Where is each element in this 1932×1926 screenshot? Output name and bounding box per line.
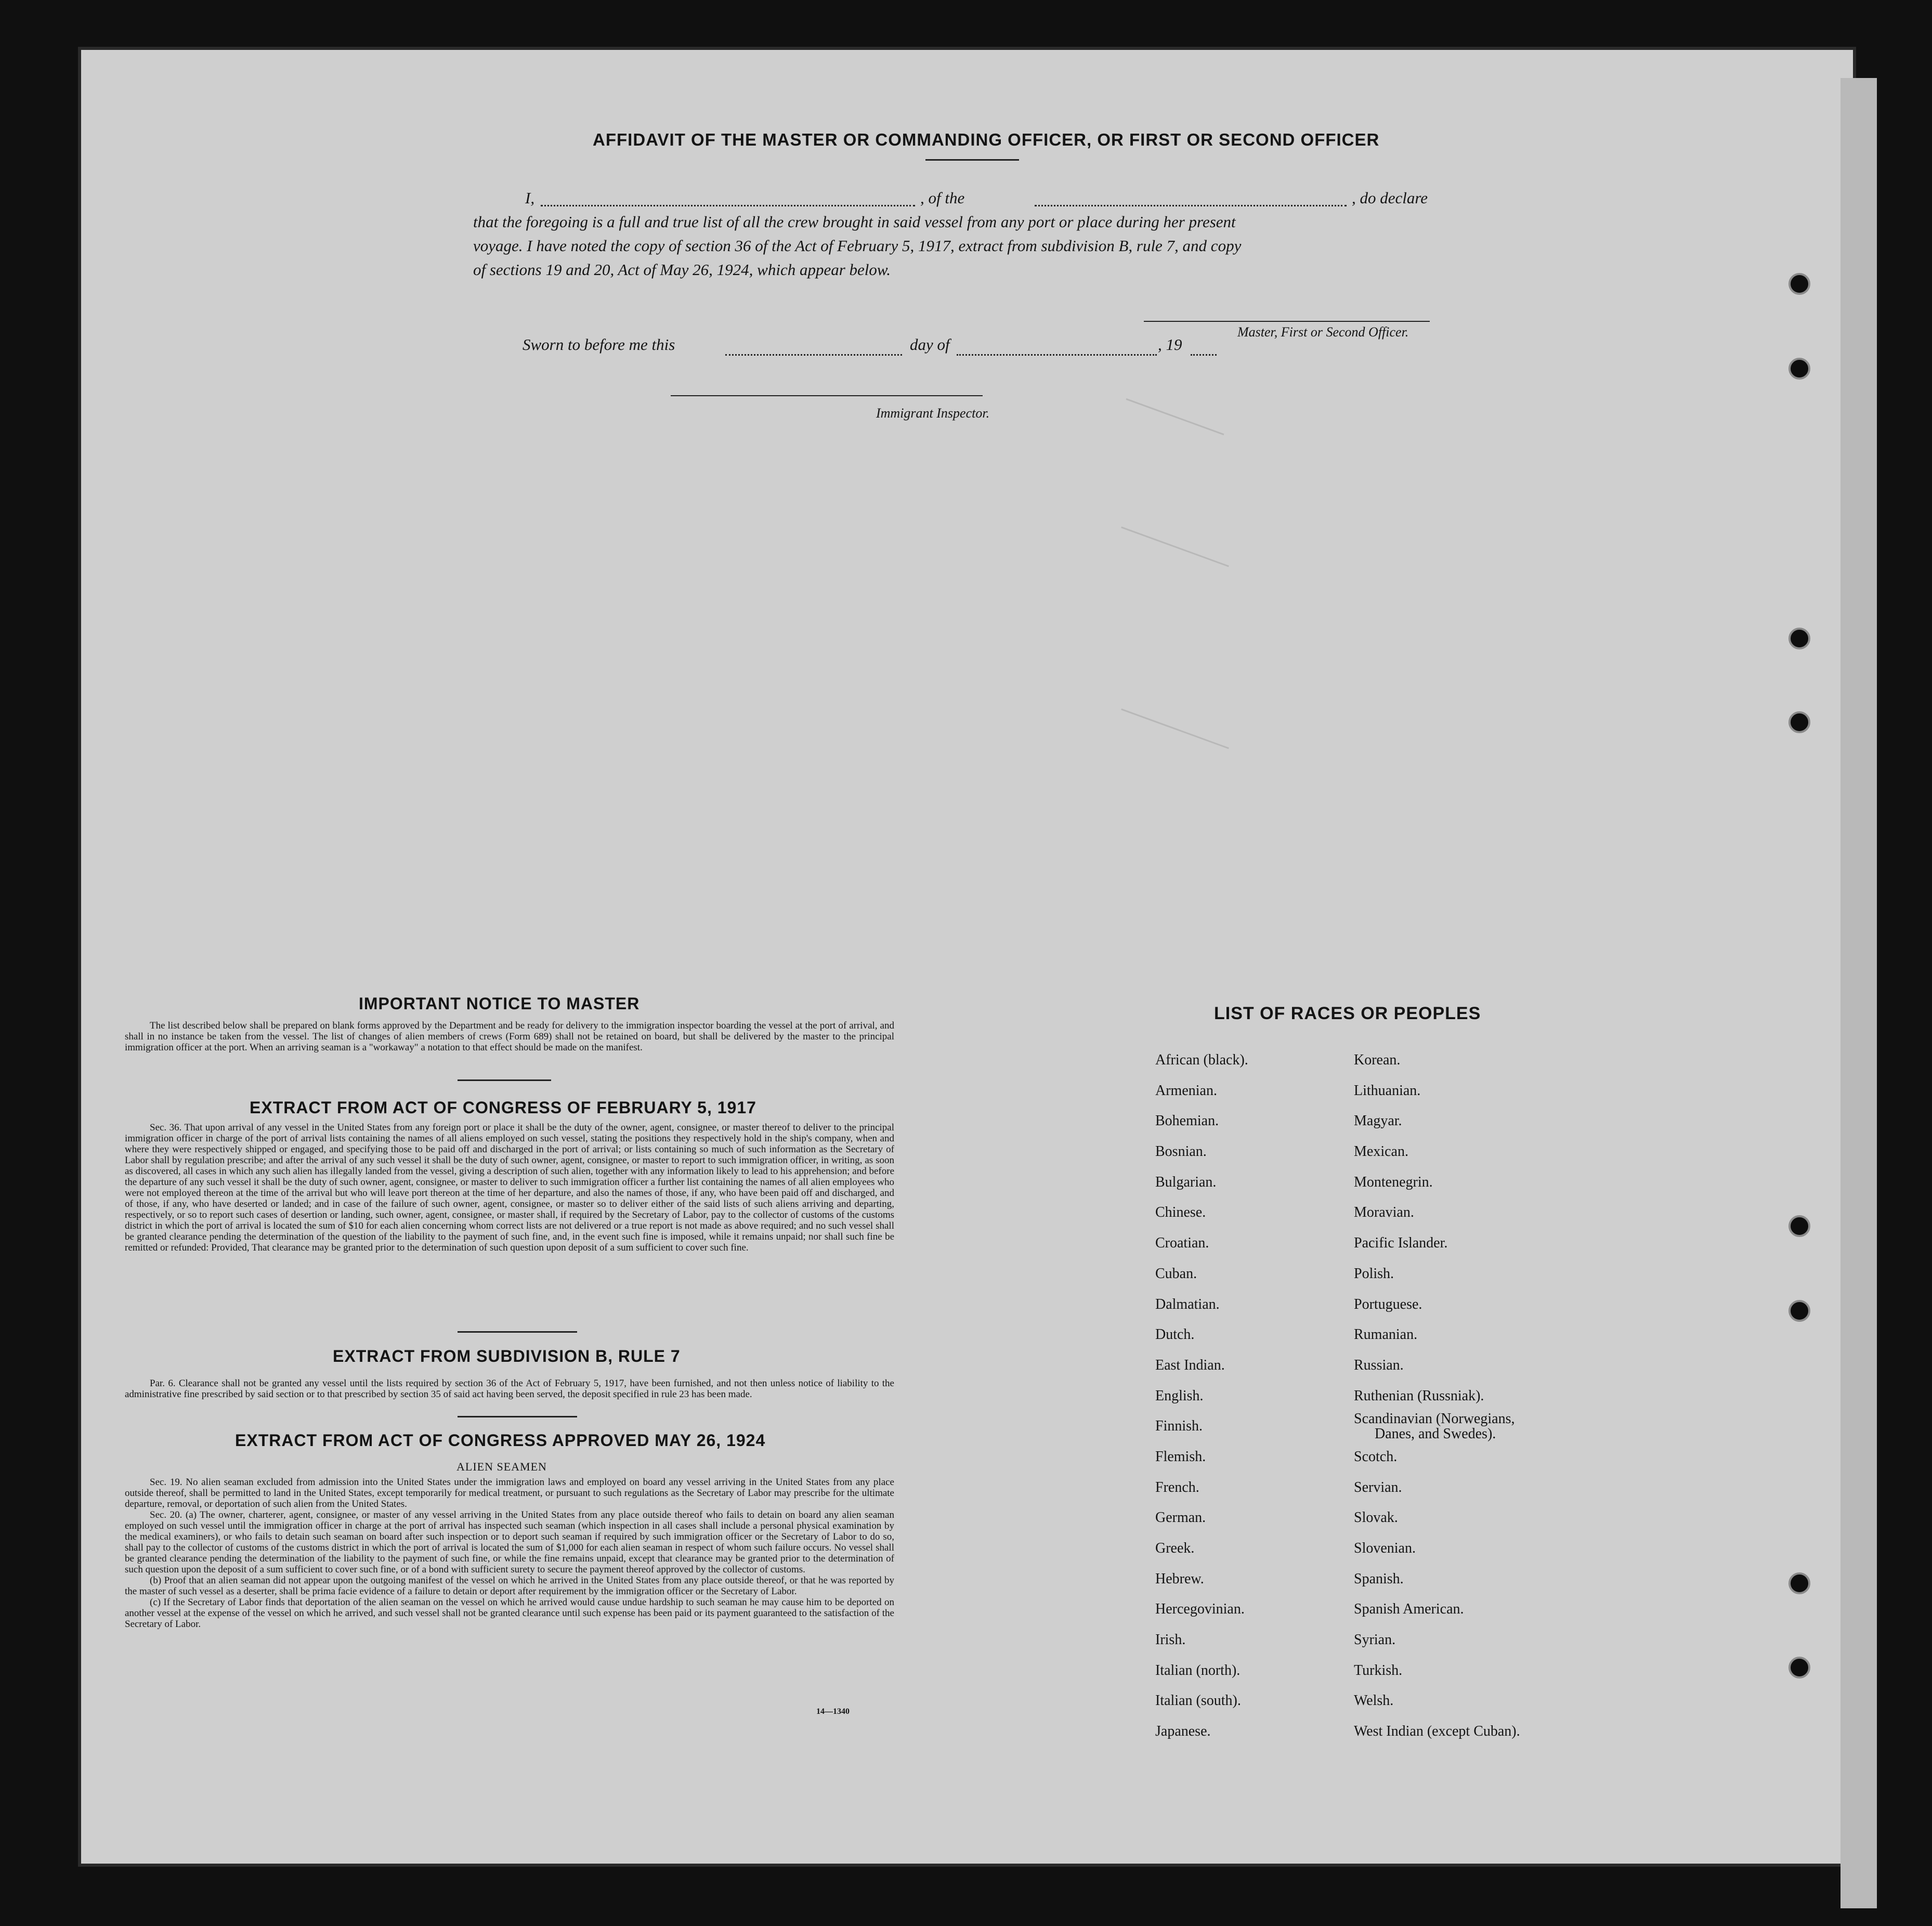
affidavit-declaration [473, 186, 1466, 282]
race-item: Scotch. [1354, 1448, 1398, 1465]
punch-hole [1789, 711, 1810, 733]
races-left-column [1155, 1045, 1248, 1747]
section-19: Sec. 19. No alien seaman excluded from admission into the United States under the immigration laws and employed on board any vessel arriving in the United States from any place outside thereof, shall be permitted to land in the United States, except temporarily for medical treatment, or pursuant to such regulations as the Secretary of Labor may prescribe for the ultimate departure, removal, or deportation of such alien from the United States. [125, 1477, 894, 1509]
race-item: Turkish. [1354, 1662, 1403, 1678]
punch-hole [1789, 273, 1810, 295]
sworn-day-field[interactable] [725, 354, 902, 356]
day-of-label: day of [910, 335, 950, 354]
sheet-edge [1840, 78, 1877, 1908]
race-item: Armenian. [1155, 1082, 1217, 1099]
race-item: African (black). [1155, 1052, 1248, 1068]
race-item: Servian. [1354, 1479, 1402, 1495]
extract-rule7-title: EXTRACT FROM SUBDIVISION B, RULE 7 [333, 1347, 681, 1365]
races-title: LIST OF RACES OR PEOPLES [1214, 1004, 1481, 1023]
master-signature-label: Master, First or Second Officer. [1237, 324, 1409, 340]
races-right-column [1354, 1045, 1520, 1747]
race-item: Dutch. [1155, 1326, 1195, 1343]
punch-hole [1789, 1657, 1810, 1678]
section-20c: (c) If the Secretary of Labor finds that deportation of the alien seaman on the vessel on which he arrived would cause undue hardship to such seaman he may cause him to be deported on another vessel at the expense of the vessel on which he arrived, and such vessel shall not be granted clearance until such expense has been paid or its payment guaranteed to the satisfaction of the Secretary of Labor. [125, 1597, 894, 1630]
race-item: Dalmatian. [1155, 1296, 1220, 1312]
race-item: French. [1155, 1479, 1199, 1495]
declaration-line-2: that the foregoing is a full and true list of all the crew brought in said vessel from any port or place during her present [473, 213, 1236, 231]
divider [458, 1079, 551, 1081]
race-item: Bosnian. [1155, 1143, 1207, 1160]
year-label: , 19 [1158, 335, 1182, 354]
race-item: Bohemian. [1155, 1113, 1219, 1129]
alien-seamen-subtitle: ALIEN SEAMEN [456, 1460, 547, 1473]
race-item: Italian (south). [1155, 1693, 1241, 1709]
sworn-label: Sworn to before me this [523, 335, 675, 354]
race-item: West Indian (except Cuban). [1354, 1723, 1520, 1740]
extract-1917-text: Sec. 36. That upon arrival of any vessel in the United States from any foreign port or place it shall be the duty of the owner, agent, consignee, or master thereof to deliver to the principal immigration officer in charge of the port of arrival lists containing the names of all aliens employed on such vessel, stating the positions they respectively hold in the ship's company, when and where they were respectively shipped or engaged, and specifying those to be paid off and discharged in the port of arrival; or lists containing so much of such information as the Secretary of Labor shall by regulation prescribe; and after the arrival of any such vessel it shall be the duty of such owner, agent, consignee, or master to report to such immigration officer, in writing, as soon as discovered, all cases in which any such alien has illegally landed from the vessel, giving a description of such alien, together with any information likely to lead to his apprehension; and before the departure of any such vessel it shall be the duty of such owner, agent, consignee, or master to deliver to such immigration officer a further list containing the names of all alien employees who were not employed thereon at the time of the arrival but who will leave port thereon at the time of her departure, and also the names of those, if any, who have been paid off and discharged, and of those, if any, who have deserted or landed; and in case of the failure of such owner, agent, consignee, or master so to deliver either of the said lists of such aliens arriving and departing, respectively, or so to report such cases of desertion or landing, such owner, agent, consignee, or master shall, if required by the Secretary of Labor, pay to the collector of customs of the customs district in which the port of arrival is located the sum of $10 for each alien concerning whom correct lists are not delivered or a true report is not made as above required; and no such vessel shall be granted clearance pending the determination of the question of the liability to the payment of such fine, and, in the event such fine is imposed, while it remains unpaid; nor shall such fine be remitted or refunded: Provided, That clearance may be granted prior to the determination of such question upon deposit of a sum sufficient to cover such fine. [125, 1122, 894, 1253]
race-item: Japanese. [1155, 1723, 1211, 1740]
i-label: I, [525, 189, 535, 207]
race-item: Magyar. [1354, 1113, 1402, 1129]
inspector-signature-line[interactable] [671, 395, 983, 396]
race-item: Welsh. [1354, 1693, 1394, 1709]
notice-text: The list described below shall be prepared on blank forms approved by the Department and be ready for delivery to the immigration inspector boarding the vessel at the port of arrival, and shall in no instance be taken from the vessel. The list of changes of alien members of crews (Form 689) shall not be retained on board, but shall be delivered by the master to the principal immigration officer at the port. When an arriving seaman is a "workaway" a notation to that effect should be made on the manifest. [125, 1020, 894, 1053]
race-item: Pacific Islander. [1354, 1235, 1448, 1252]
extract-1917-title: EXTRACT FROM ACT OF CONGRESS OF FEBRUARY 5, 1917 [250, 1098, 756, 1117]
race-item: Portuguese. [1354, 1296, 1422, 1312]
inspector-label: Immigrant Inspector. [876, 406, 990, 421]
race-item: Slovak. [1354, 1509, 1398, 1526]
extract-1924-title: EXTRACT FROM ACT OF CONGRESS APPROVED MAY 26, 1924 [235, 1431, 766, 1450]
punch-hole [1789, 358, 1810, 380]
divider [458, 1331, 577, 1333]
race-item: Rumanian. [1354, 1326, 1418, 1343]
race-item: Mexican. [1354, 1143, 1408, 1160]
race-item: German. [1155, 1509, 1206, 1526]
affidavit-title-rule [925, 159, 1019, 161]
race-item: Syrian. [1354, 1632, 1396, 1648]
race-item: Bulgarian. [1155, 1174, 1217, 1190]
race-item: East Indian. [1155, 1357, 1225, 1373]
race-item: Flemish. [1155, 1448, 1206, 1465]
punch-hole [1789, 1215, 1810, 1237]
race-item: Polish. [1354, 1265, 1394, 1282]
declaration-line-4: of sections 19 and 20, Act of May 26, 1924, which appear below. [473, 261, 891, 279]
master-signature-line[interactable] [1144, 321, 1430, 322]
sworn-year-field[interactable] [1191, 354, 1217, 356]
race-item: Cuban. [1155, 1265, 1197, 1282]
vessel-name-field[interactable] [1035, 205, 1347, 206]
of-the-label: , of the [920, 189, 965, 207]
race-item: Hebrew. [1155, 1570, 1204, 1587]
divider [458, 1416, 577, 1417]
punch-hole [1789, 628, 1810, 649]
declaration-line-3: voyage. I have noted the copy of section 36 of the Act of February 5, 1917, extract from subdivision B, rule 7, and copy [473, 237, 1242, 255]
race-item: Russian. [1354, 1357, 1404, 1373]
race-item: Irish. [1155, 1632, 1186, 1648]
extract-1924-sections [125, 1477, 894, 1630]
sworn-month-field[interactable] [957, 354, 1157, 356]
declare-label: , do declare [1352, 189, 1428, 207]
race-item: Korean. [1354, 1052, 1401, 1068]
race-item: Montenegrin. [1354, 1174, 1433, 1190]
race-item [1354, 1411, 1520, 1442]
race-item: Italian (north). [1155, 1662, 1241, 1678]
race-item: Slovenian. [1354, 1540, 1416, 1556]
sworn-row [523, 335, 1250, 361]
section-20a: Sec. 20. (a) The owner, charterer, agent, consignee, or master of any vessel arriving in the United States from any place outside thereof who fails to detain on board any alien seaman employed on such vessel until the immigration officer in charge at the port of arrival has inspected such seaman (which inspection in all cases shall include a personal physical examination by the medical examiners), or who fails to detain such seaman on board after such inspection or to deport such seaman if required by such immigration officer or the Secretary of Labor to do so, shall pay to the collector of customs of the customs district in which the port of arrival is located the sum of $1,000 for each alien seaman in respect of whom such failure occurs. No vessel shall be granted clearance pending the determination of the liability to the payment of such fine, or while the fine remains unpaid, except that clearance may be granted prior to the determination of such question upon the deposit of a sum sufficient to cover such fine, or of a bond with sufficient surety to secure the payment thereof approved by the collector of customs. [125, 1509, 894, 1575]
race-item: Croatian. [1155, 1235, 1209, 1252]
form-number: 14—1340 [816, 1707, 850, 1716]
race-item: Moravian. [1354, 1204, 1414, 1221]
race-item-line: Scandinavian (Norwegians, [1354, 1411, 1515, 1427]
race-item: Hercegovinian. [1155, 1601, 1245, 1618]
race-item: Ruthenian (Russniak). [1354, 1387, 1484, 1404]
race-item: Spanish American. [1354, 1601, 1464, 1618]
race-item: Greek. [1155, 1540, 1195, 1556]
race-item: English. [1155, 1387, 1204, 1404]
extract-rule7-text: Par. 6. Clearance shall not be granted any vessel until the lists required by section 36 of the Act of February 5, 1917, have been furnished, and not then unless notice of liability to the administrative fine prescribed by said section or to that prescribed by section 35 of said act having been served, the deposit specified in rule 23 has been made. [125, 1378, 894, 1400]
race-item: Lithuanian. [1354, 1082, 1421, 1099]
affidavit-title: AFFIDAVIT OF THE MASTER OR COMMANDING OFFICER, OR FIRST OR SECOND OFFICER [593, 130, 1380, 149]
punch-hole [1789, 1572, 1810, 1594]
race-item: Finnish. [1155, 1418, 1203, 1435]
race-item-line: Danes, and Swedes). [1375, 1426, 1496, 1442]
race-item: Chinese. [1155, 1204, 1206, 1221]
section-20b: (b) Proof that an alien seaman did not appear upon the outgoing manifest of the vessel on which he arrived in the United States from any place outside thereof, or that he was reported by the master of such vessel as a deserter, shall be prima facie evidence of a failure to detain or deport after requirement by the immigration officer or the Secretary of Labor. [125, 1575, 894, 1597]
officer-name-field[interactable] [541, 205, 915, 206]
notice-title: IMPORTANT NOTICE TO MASTER [359, 994, 640, 1013]
punch-hole [1789, 1300, 1810, 1322]
race-item: Spanish. [1354, 1570, 1404, 1587]
